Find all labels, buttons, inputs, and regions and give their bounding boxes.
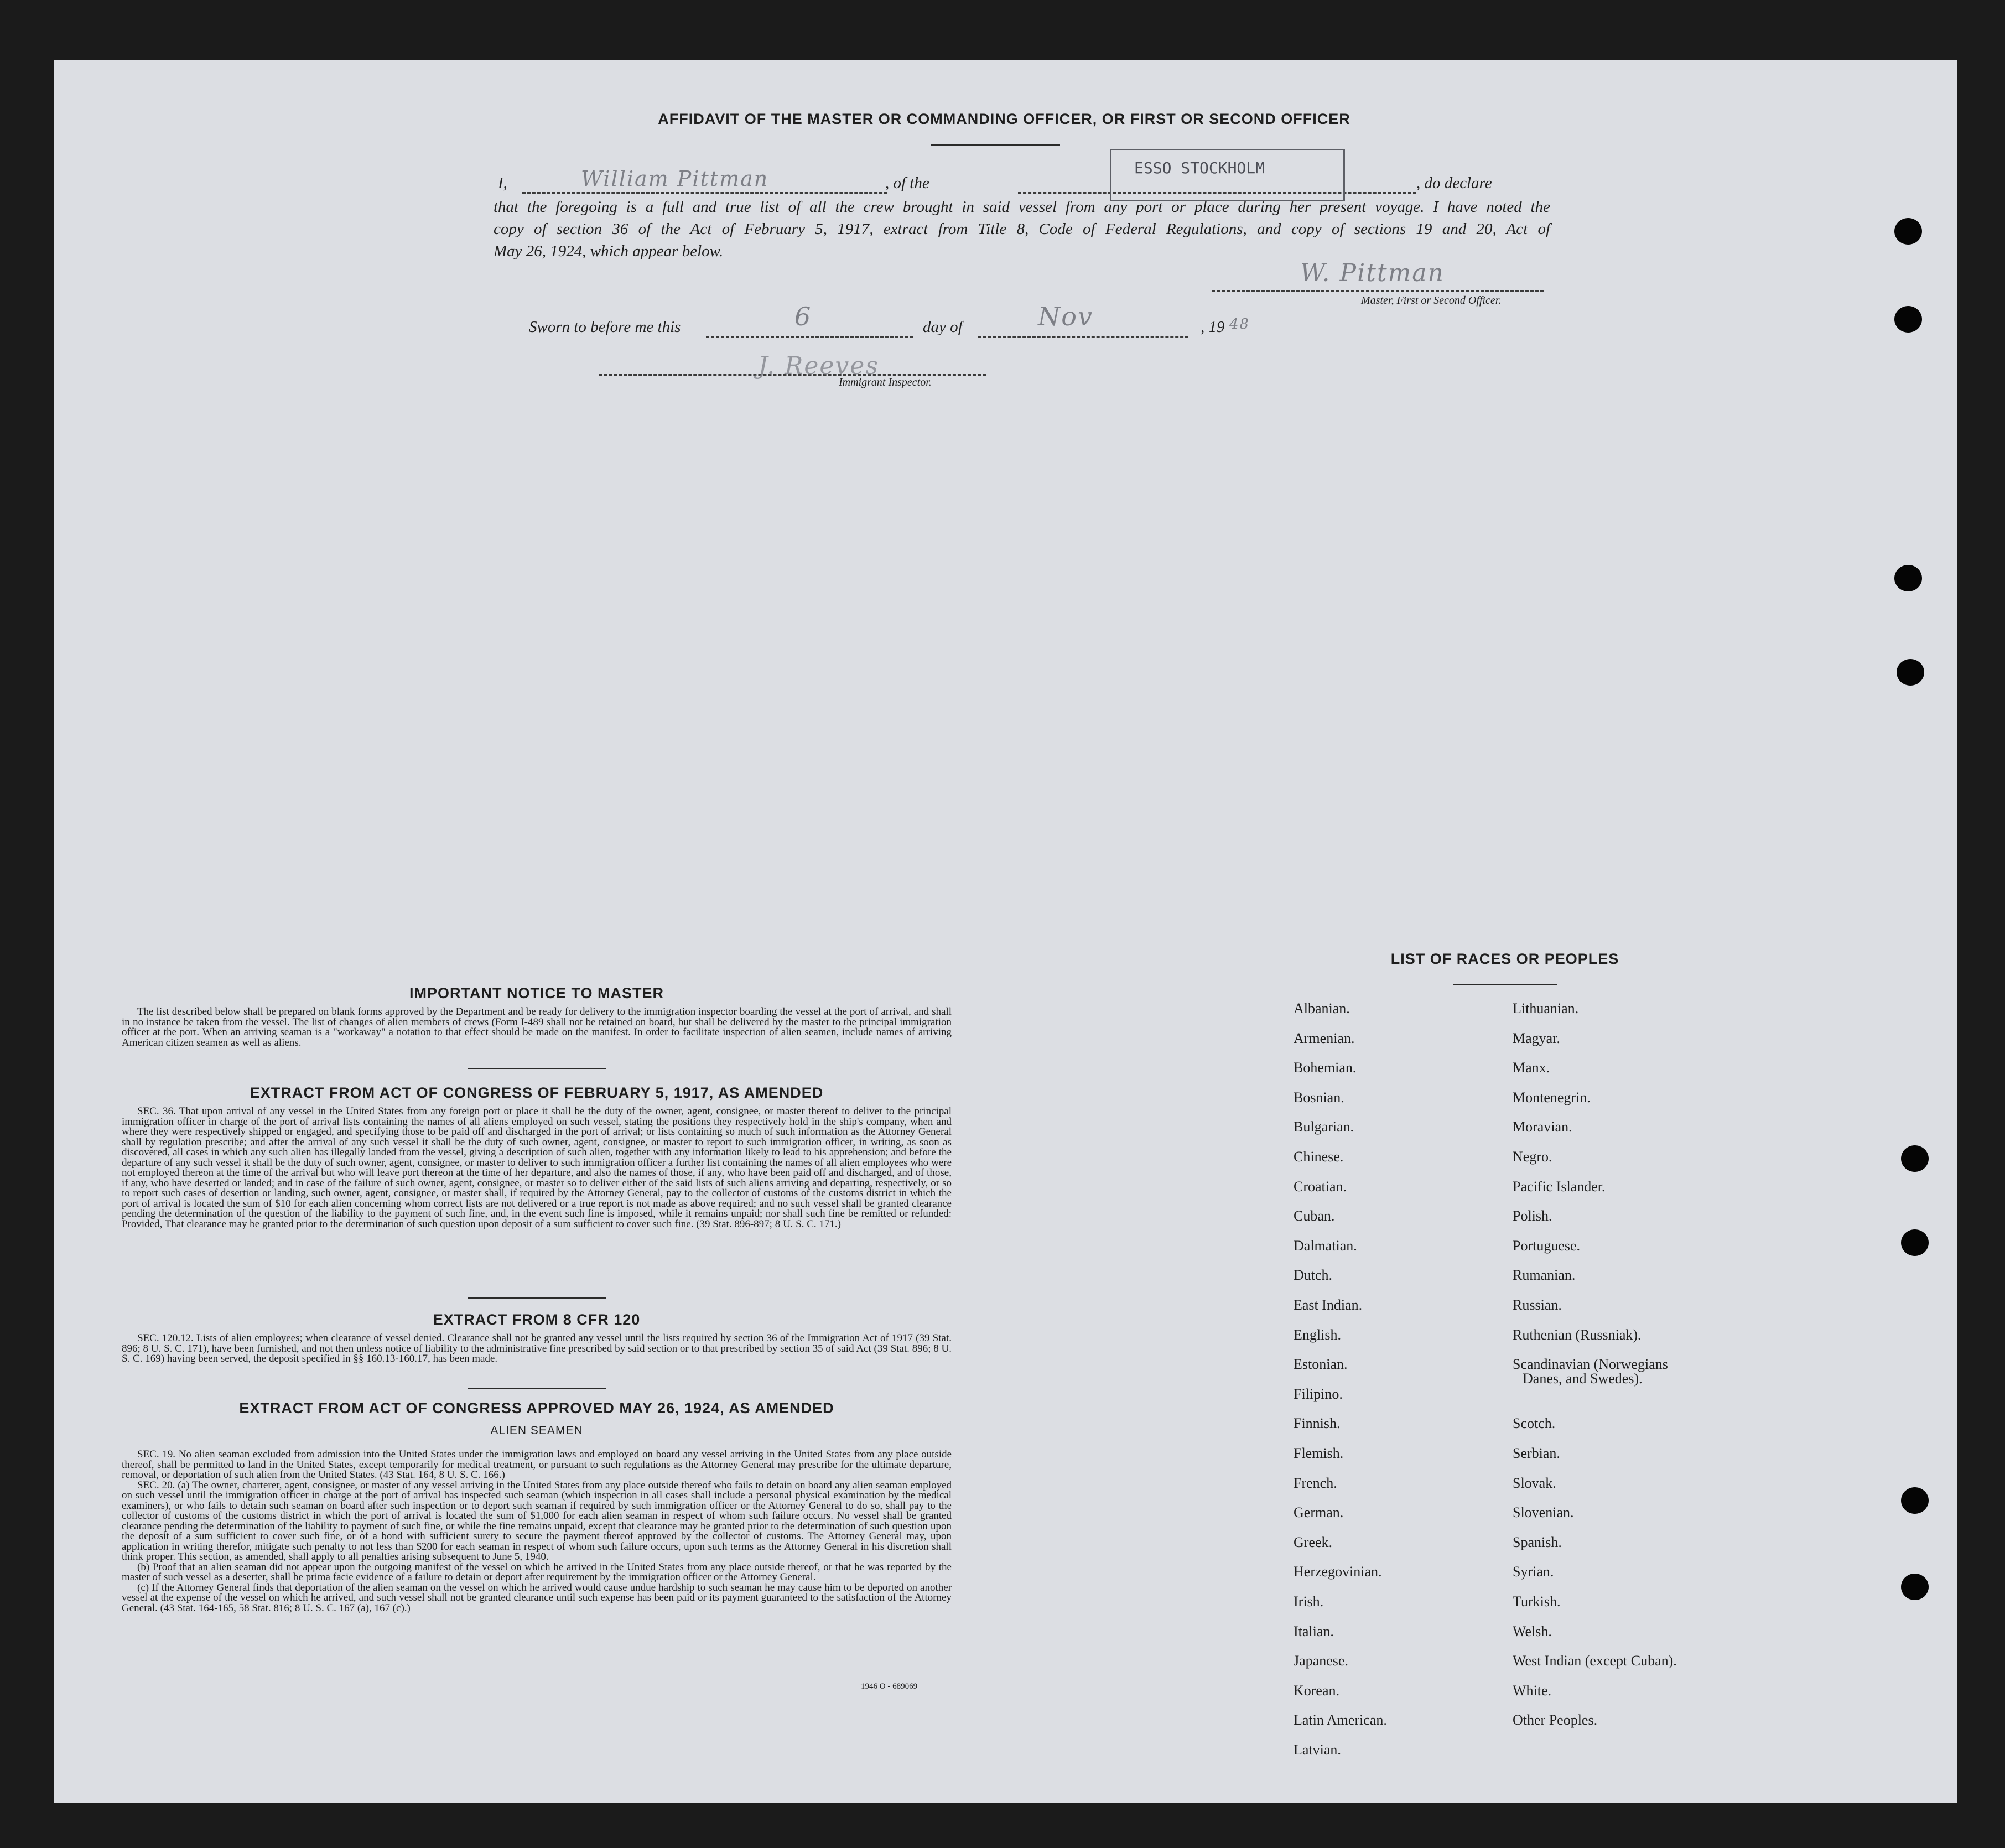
affidavit-title: AFFIDAVIT OF THE MASTER OR COMMANDING OFFICER, OR FIRST OR SECOND OFFICER xyxy=(658,111,1350,127)
notice-text xyxy=(122,1007,952,1048)
race-item: Slovak. xyxy=(1513,1475,1556,1491)
body-line-2: copy of section 36 of the Act of February 5, 1917, extract from Title 8, Code of Federal Regulations, and copy of sections 19 and 20, Act of xyxy=(494,220,1550,238)
sworn-line xyxy=(529,302,1303,343)
race-item: Bulgarian. xyxy=(1294,1119,1354,1135)
extract-1924-subtitle: ALIEN SEAMEN xyxy=(490,1424,583,1437)
race-item: Irish. xyxy=(1294,1593,1324,1610)
race-item: Finnish. xyxy=(1294,1415,1341,1432)
sworn-day: 6 xyxy=(794,302,812,331)
day-of-label: day of xyxy=(923,318,963,336)
race-item: Chinese. xyxy=(1294,1149,1344,1165)
race-item: White. xyxy=(1513,1682,1552,1699)
notice-title: IMPORTANT NOTICE TO MASTER xyxy=(409,985,664,1001)
race-item: French. xyxy=(1294,1475,1337,1491)
race-item: Magyar. xyxy=(1513,1030,1560,1046)
race-item: Ruthenian (Russniak). xyxy=(1513,1326,1642,1343)
sec-20b-paragraph: (b) Proof that an alien seaman did not appear upon the outgoing manifest of the vessel on which he arrived in the United States from any place outside thereof, or that he was reported by the master of such vessel as a deserter, shall be prima facie evidence of a failure to detain or deport after requirement by the immigration officer or the Attorney General. xyxy=(122,1561,952,1583)
sworn-month: Nov xyxy=(1038,302,1093,331)
year-prefix: , 19 xyxy=(1201,318,1225,336)
affidavit-line1 xyxy=(498,159,1549,196)
race-item: Syrian. xyxy=(1513,1564,1554,1580)
race-item: Spanish. xyxy=(1513,1534,1562,1550)
race-item: West Indian (except Cuban). xyxy=(1513,1653,1677,1669)
race-item: Montenegrin. xyxy=(1513,1089,1591,1105)
race-item: Italian. xyxy=(1294,1623,1334,1639)
inspector-signature: J. Reeves xyxy=(758,352,879,380)
sec-19-paragraph: SEC. 19. No alien seaman excluded from admission into the United States under the immigration laws and employed on board any vessel arriving in the United States from any place outside thereof, shall be permitted to land in the United States, except temporarily for medical treatment, or pursuant to such regulations as the Attorney General may prescribe for the ultimate departure, removal, or deportation of such alien from the United States. (43 Stat. 164, 8 U. S. C. 166.) xyxy=(122,1449,952,1481)
extract-1924-text xyxy=(122,1450,952,1613)
master-caption: Master, First or Second Officer. xyxy=(1361,294,1502,307)
year-suffix: 48 xyxy=(1229,316,1250,333)
race-item: East Indian. xyxy=(1294,1297,1363,1313)
master-signature: W. Pittman xyxy=(1300,259,1445,287)
race-item: Negro. xyxy=(1513,1149,1552,1165)
section-rule xyxy=(468,1297,606,1299)
extract-1917-text xyxy=(122,1107,952,1229)
race-item: Pacific Islander. xyxy=(1513,1178,1606,1195)
race-item: Dutch. xyxy=(1294,1267,1333,1284)
race-item: Filipino. xyxy=(1294,1385,1343,1402)
races-title-rule xyxy=(1453,984,1557,985)
race-item: Bosnian. xyxy=(1294,1089,1344,1105)
race-item: Cuban. xyxy=(1294,1208,1335,1224)
do-declare-label: , do declare xyxy=(1416,174,1492,192)
race-item: Polish. xyxy=(1513,1208,1552,1224)
race-item: Herzegovinian. xyxy=(1294,1564,1382,1580)
section-rule xyxy=(468,1388,606,1389)
punch-hole xyxy=(1901,1145,1929,1172)
title-rule xyxy=(931,144,1060,146)
punch-hole xyxy=(1901,1487,1929,1514)
race-item: Manx. xyxy=(1513,1060,1550,1076)
notice-paragraph: The list described below shall be prepared on blank forms approved by the Department and be ready for delivery to the immigration inspector boarding the vessel at the port of arrival, and shall in no instance be taken from the vessel. The list of changes of alien members of crews (Form I-489 shall not be retained on board, but shall be delivered by the master to the principal immigration officer at the port. When an arriving seaman is a "workaway" a notation to that effect should be made on the manifest. In order to facilitate inspection of alien seamen, include names of arriving American citizen seamen as well as aliens. xyxy=(122,1006,952,1048)
race-item: Turkish. xyxy=(1513,1593,1561,1610)
body-line-1: that the foregoing is a full and true list of all the crew brought in said vessel from any port or place during her present voyage. I have noted the xyxy=(494,198,1550,216)
extract-1924-title: EXTRACT FROM ACT OF CONGRESS APPROVED MAY 26, 1924, AS AMENDED xyxy=(239,1400,834,1416)
section-rule xyxy=(468,1068,606,1069)
race-item: Lithuanian. xyxy=(1513,1000,1579,1016)
race-item: Croatian. xyxy=(1294,1178,1347,1195)
race-item: Moravian. xyxy=(1513,1119,1572,1135)
race-item: Estonian. xyxy=(1294,1356,1348,1373)
i-label: I, xyxy=(498,174,507,192)
extract-cfr-text xyxy=(122,1333,952,1364)
race-item: Dalmatian. xyxy=(1294,1237,1357,1254)
races-title: LIST OF RACES OR PEOPLES xyxy=(1390,951,1619,967)
sec-20c-paragraph: (c) If the Attorney General finds that deportation of the alien seaman on the vessel on which he arrived would cause undue hardship to such seaman he may cause him to be deported on another vessel at the expense of the vessel on which he arrived, and such vessel shall not be granted clearance until such expense has been paid or its payment guaranteed to the satisfaction of the Attorney General. (43 Stat. 164-165, 58 Stat. 816; 8 U. S. C. 167 (a), 167 (c).) xyxy=(122,1581,952,1614)
race-item: Armenian. xyxy=(1294,1030,1355,1046)
inspector-caption: Immigrant Inspector. xyxy=(839,376,932,388)
sworn-label: Sworn to before me this xyxy=(529,318,681,336)
sec-36-paragraph: SEC. 36. That upon arrival of any vessel in the United States from any foreign port or place it shall be the duty of the owner, agent, consignee, or master thereof to deliver to the principal immigration officer in charge of the port of arrival lists containing the names of all aliens employed on such vessel, stating the positions they respectively hold in the ship's company, when and where they were respectively shipped or engaged, and specifying those to be paid off and discharged in the port of arrival; or lists containing so much of such information as the Attorney General shall by regulation prescribe; and after the arrival of any such vessel it shall be the duty of such owner, agent, consignee, or master to report to such immigration officer, in writing, as soon as discovered, all cases in which any such alien has illegally landed from the vessel, giving a description of such alien, together with any information likely to lead to his apprehension; and before the departure of any such vessel it shall be the duty of such owner, agent, consignee, or master to deliver to such immigration officer a further list containing the names of all alien employees who were not employed thereon at the time of the arrival but who will leave port thereon at the time of her departure, and also the names of those, if any, who have been paid off and discharged, and of those, if any, who have deserted or landed; and in case of the failure of such owner, agent, consignee, or master so to deliver either of the said lists of such aliens arriving and departing, respectively, or so to report such cases of desertion or landing, such owner, agent, consignee, or master shall, if required by the Attorney General, pay to the collector of customs of the customs district in which the port of arrival is located the sum of $10 for each alien concerning whom correct lists are not delivered or a true report is not made as above required; and no such vessel shall be granted clearance pending the determination of the question of the liability to the payment of such fine, and, in the event such fine is imposed, while it remains unpaid; nor shall such fine be remitted or refunded: Provided, That clearance may be granted prior to the determination of such question upon deposit of a sum sufficient to cover such fine. (39 Stat. 896-897; 8 U. S. C. 171.) xyxy=(122,1105,952,1230)
race-item: Bohemian. xyxy=(1294,1060,1357,1076)
race-item: German. xyxy=(1294,1504,1344,1521)
race-item: Portuguese. xyxy=(1513,1237,1581,1254)
affidavit-body xyxy=(494,196,1550,262)
race-item: Japanese. xyxy=(1294,1653,1348,1669)
punch-hole xyxy=(1894,306,1922,333)
body-line-3: May 26, 1924, which appear below. xyxy=(494,242,724,260)
punch-hole xyxy=(1894,565,1922,591)
race-item: Danes, and Swedes). xyxy=(1523,1371,1643,1387)
race-item: Scandinavian (Norwegians xyxy=(1513,1356,1668,1373)
race-item: Korean. xyxy=(1294,1682,1340,1699)
race-item: Latin American. xyxy=(1294,1712,1387,1728)
race-item: Flemish. xyxy=(1294,1445,1344,1461)
extract-cfr-title: EXTRACT FROM 8 CFR 120 xyxy=(433,1311,641,1328)
race-item: Rumanian. xyxy=(1513,1267,1576,1284)
punch-hole xyxy=(1897,659,1924,686)
race-item: Albanian. xyxy=(1294,1000,1350,1016)
race-item: Latvian. xyxy=(1294,1742,1341,1758)
race-item: Slovenian. xyxy=(1513,1504,1574,1521)
punch-hole xyxy=(1901,1574,1929,1600)
race-item: Greek. xyxy=(1294,1534,1333,1550)
punch-hole xyxy=(1894,218,1922,245)
race-item: Russian. xyxy=(1513,1297,1562,1313)
race-item: Other Peoples. xyxy=(1513,1712,1598,1728)
sec-20a-paragraph: SEC. 20. (a) The owner, charterer, agent, consignee, or master of any vessel arriving in the United States from any place outside thereof who fails to detain on board any alien seaman employed on such vessel until the immigration officer in charge at the port of arrival has inspected such seaman (which inspection in all cases shall include a personal physical examination by the medical examiners), or who fails to detain such seaman on board after such inspection or to deport such seaman if required by such immigration officer or the Attorney General to do so, shall pay to the collector of customs of the customs district in which the port of arrival is located the sum of $1,000 for each alien seaman in respect of whom such failure occurs. No vessel shall be granted clearance pending the determination of the liability to payment of such fine, or while the fine remains unpaid, except that clearance may be granted prior to the determination of such question upon the deposit of a sum sufficient to cover such fine, or of a bond with sufficient surety to secure the payment thereof approved by the collector of customs. The Attorney General may, upon application in writing therefor, mitigate such penalty to not less than $200 for each seaman in respect of whom such failure occurs, upon such terms as the Attorney General in his discretion shall think proper. This section, as amended, shall apply to all penalties arising subsequent to June 5, 1940. xyxy=(122,1479,952,1563)
master-name: William Pittman xyxy=(581,167,769,191)
race-item: Welsh. xyxy=(1513,1623,1552,1639)
punch-hole xyxy=(1901,1229,1929,1256)
sec-120-paragraph: SEC. 120.12. Lists of alien employees; when clearance of vessel denied. Clearance shall not be granted any vessel until the lists required by section 36 of the Immigration Act of 1917 (39 Stat. 896; 8 U. S. C. 171), have been furnished, and not then unless notice of liability to the administrative fine prescribed by said section or to that prescribed by section 35 of said Act (39 Stat. 896; 8 U. S. C. 169) having been served, the deposit specified in §§ 160.13-160.17, has been made. xyxy=(122,1332,952,1364)
extract-1917-title: EXTRACT FROM ACT OF CONGRESS OF FEBRUARY 5, 1917, AS AMENDED xyxy=(250,1084,824,1101)
race-item: English. xyxy=(1294,1326,1341,1343)
vessel-name: ESSO STOCKHOLM xyxy=(1134,159,1265,177)
print-code: 1946 O - 689069 xyxy=(861,1682,918,1691)
race-item: Scotch. xyxy=(1513,1415,1556,1432)
race-item: Serbian. xyxy=(1513,1445,1560,1461)
of-the-label: , of the xyxy=(885,174,929,192)
